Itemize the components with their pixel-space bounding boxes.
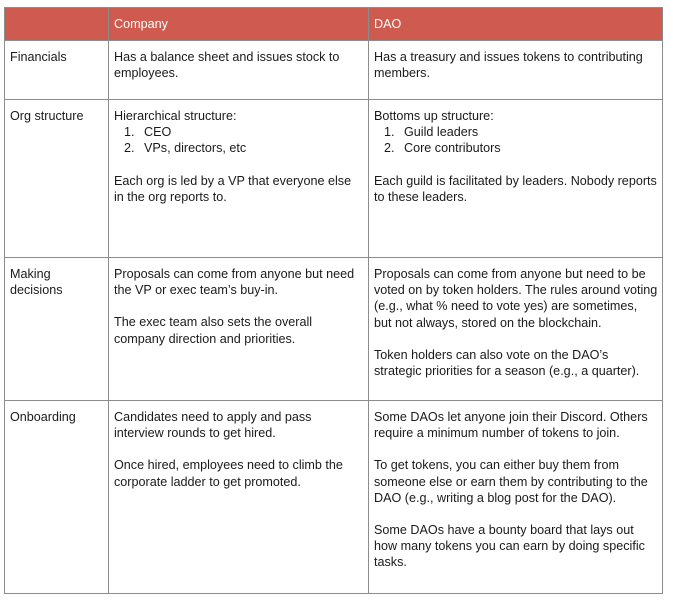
cell-text: To get tokens, you can either buy them from someone else or earn them by contributing to the DAO (e.g., writing a blog post for the DAO). — [374, 458, 648, 505]
cell-text: Proposals can come from anyone but need to be voted on by token holders. The rules around voting (e.g., what % need to vote yes) are sometimes, but not always, stored on the blockchain. — [374, 267, 658, 330]
table-row — [5, 401, 663, 594]
row-label: Onboarding — [5, 401, 109, 594]
cell-text: Each org is led by a VP that everyone else in the org reports to. — [114, 173, 352, 204]
cell-text: Proposals can come from anyone but need the VP or exec team’s buy-in. — [114, 267, 355, 298]
cell-text: Each guild is facilitated by leaders. Nobody reports to these leaders. — [374, 173, 657, 204]
numbered-list — [374, 124, 658, 156]
list-item: 1. Guild leaders — [398, 124, 658, 140]
list-item: 2. Core contributors — [398, 140, 658, 156]
row-label: Making decisions — [5, 258, 109, 401]
list-item: 1. CEO — [138, 124, 364, 140]
cell-text: Has a balance sheet and issues stock to employees. — [114, 50, 340, 81]
row-label: Org structure — [5, 100, 109, 258]
table-row — [5, 258, 663, 401]
company-cell — [109, 258, 369, 401]
cell-text: Token holders can also vote on the DAO’s strategic priorities for a season (e.g., a quarter). — [374, 347, 640, 379]
company-cell — [109, 100, 369, 258]
cell-intro: Hierarchical structure: — [114, 109, 237, 123]
company-cell — [109, 41, 369, 100]
row-label: Financials — [5, 41, 109, 100]
comparison-table — [4, 7, 663, 594]
dao-cell — [369, 41, 663, 100]
dao-cell — [369, 100, 663, 258]
header-dao: DAO — [369, 8, 663, 41]
table-row — [5, 41, 663, 100]
header-row — [5, 8, 663, 41]
dao-cell — [369, 258, 663, 401]
cell-text: Some DAOs let anyone join their Discord. Others require a minimum number of tokens to join. — [374, 410, 648, 441]
numbered-list — [114, 124, 364, 156]
cell-text: The exec team also sets the overall company direction and priorities. — [114, 315, 313, 346]
header-blank — [5, 8, 109, 41]
dao-cell — [369, 401, 663, 594]
header-company: Company — [109, 8, 369, 41]
cell-text: Has a treasury and issues tokens to contributing members. — [374, 50, 643, 81]
cell-intro: Bottoms up structure: — [374, 109, 494, 123]
table-row — [5, 100, 663, 258]
cell-text: Candidates need to apply and pass interview rounds to get hired. — [114, 410, 312, 441]
cell-text: Once hired, employees need to climb the corporate ladder to get promoted. — [114, 458, 343, 489]
company-cell — [109, 401, 369, 594]
list-item: 2. VPs, directors, etc — [138, 140, 364, 156]
cell-text: Some DAOs have a bounty board that lays out how many tokens you can earn by doing specific tasks. — [374, 523, 645, 570]
